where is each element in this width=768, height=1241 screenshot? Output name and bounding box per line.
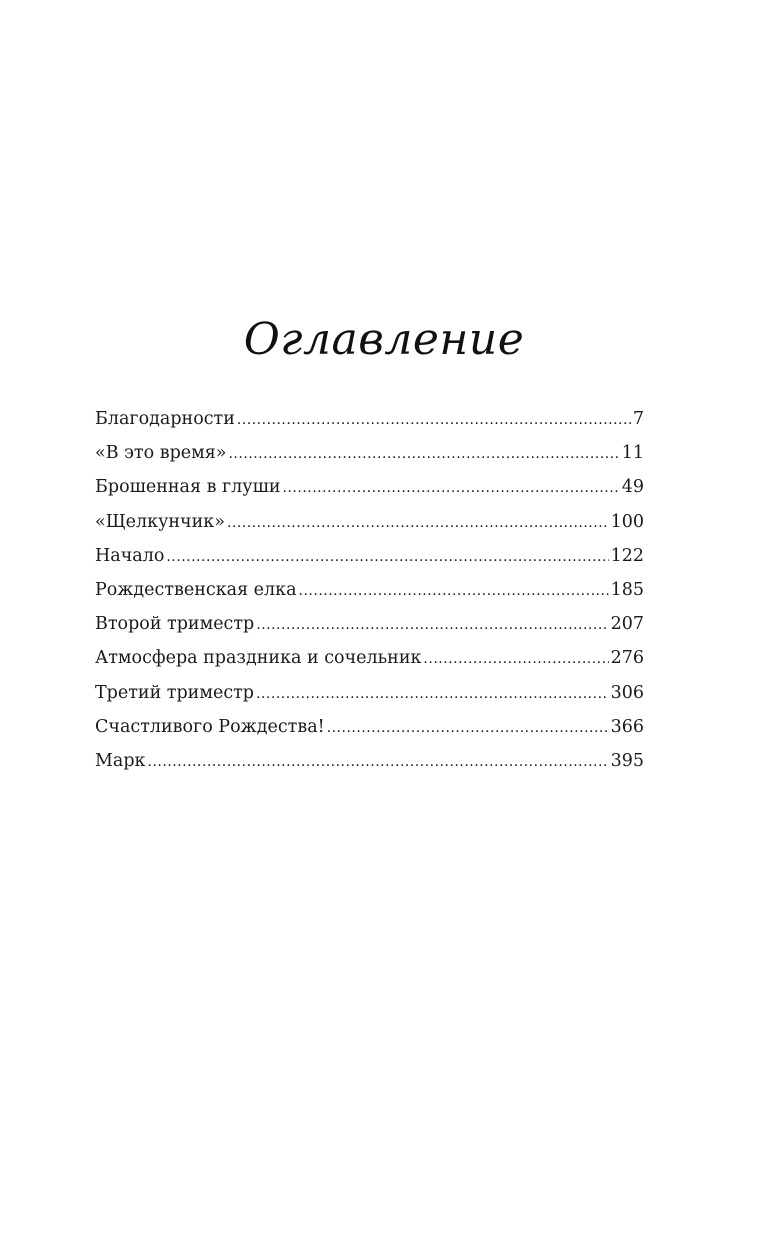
toc-entry[interactable]: [95, 470, 644, 504]
toc-entry-label: «В это время»: [95, 443, 227, 464]
toc-entry-label: Марк: [95, 750, 146, 771]
table-of-contents: [95, 402, 644, 778]
toc-entry[interactable]: [95, 505, 644, 539]
toc-title: Оглавление: [243, 314, 525, 365]
toc-entry-label: Рождественская елка: [95, 579, 297, 600]
toc-dot-leader: [148, 745, 609, 779]
toc-entry-page: 49: [621, 477, 644, 498]
toc-entry[interactable]: [95, 641, 644, 675]
toc-dot-leader: [327, 711, 609, 745]
toc-dot-leader: [228, 437, 619, 471]
toc-entry-page: 122: [610, 545, 644, 566]
toc-entry-page: 185: [610, 579, 644, 600]
toc-entry[interactable]: [95, 573, 644, 607]
toc-entry-label: Счастливого Рождества!: [95, 716, 325, 737]
toc-entry[interactable]: [95, 744, 644, 778]
toc-entry-page: 395: [610, 750, 644, 771]
toc-entry-label: Начало: [95, 545, 165, 566]
toc-entry-page: 100: [610, 511, 644, 532]
toc-entry-label: Атмосфера праздника и сочельник: [95, 648, 422, 669]
toc-dot-leader: [423, 642, 608, 676]
toc-entry-page: 207: [610, 614, 644, 635]
toc-dot-leader: [237, 403, 631, 437]
toc-entry-page: 306: [610, 682, 644, 703]
toc-dot-leader: [166, 540, 608, 574]
toc-dot-leader: [256, 608, 608, 642]
toc-entry[interactable]: [95, 676, 644, 710]
toc-entry[interactable]: [95, 402, 644, 436]
toc-entry-page: 11: [621, 443, 644, 464]
toc-entry-label: Благодарности: [95, 409, 235, 429]
toc-dot-leader: [227, 506, 609, 540]
toc-entry[interactable]: [95, 436, 644, 470]
toc-entry-label: Третий триместр: [95, 682, 255, 703]
toc-entry-page: 7: [632, 409, 644, 429]
toc-entry-page: 366: [610, 716, 644, 737]
toc-entry-label: Брошенная в глуши: [95, 477, 281, 498]
toc-dot-leader: [283, 471, 620, 505]
toc-entry[interactable]: [95, 607, 644, 641]
toc-entry[interactable]: [95, 710, 644, 744]
toc-entry-label: Второй триместр: [95, 614, 255, 635]
toc-dot-leader: [256, 677, 609, 711]
toc-entry-page: 276: [610, 648, 644, 669]
toc-entry-label: «Щелкунчик»: [95, 511, 225, 532]
toc-dot-leader: [299, 574, 609, 608]
toc-entry[interactable]: [95, 539, 644, 573]
